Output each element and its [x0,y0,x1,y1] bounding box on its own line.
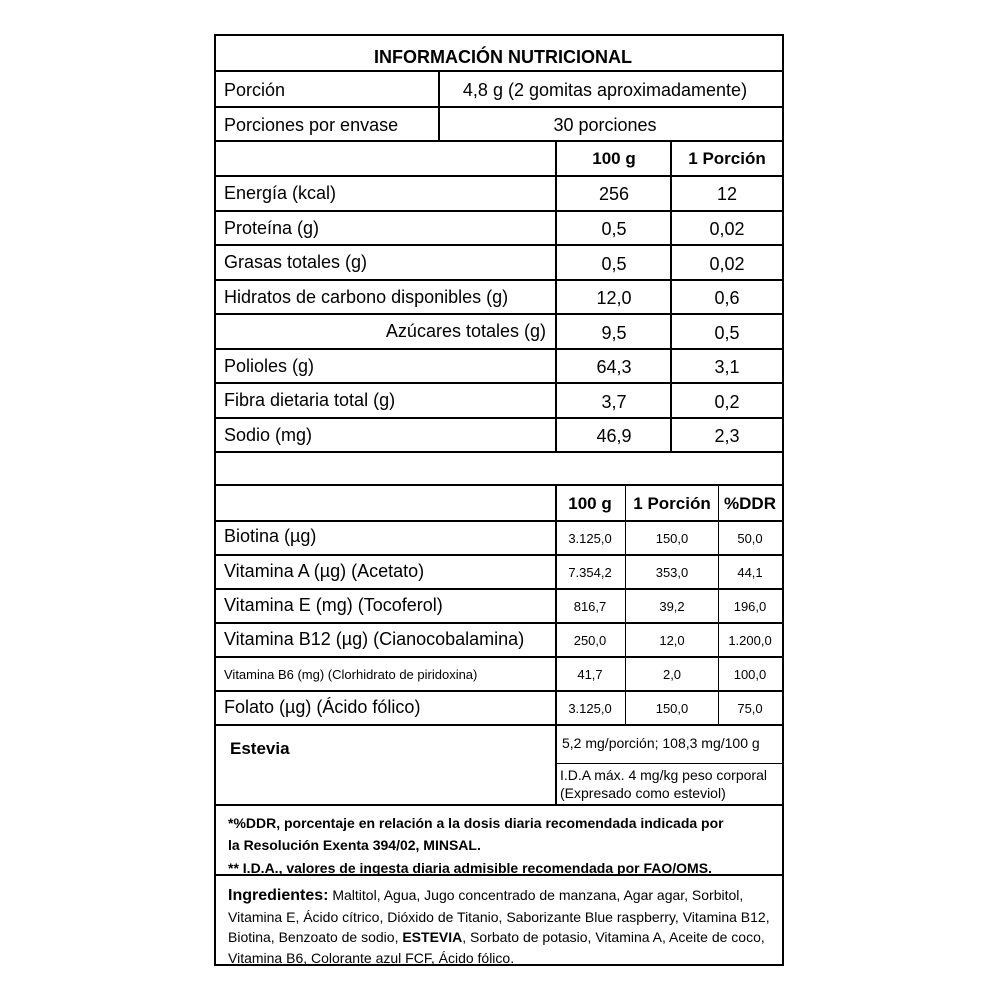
divider [216,724,782,726]
nutrient-name: Grasas totales (g) [224,252,368,272]
servings-value: 30 porciones [553,115,657,135]
nutrient-value-100g: 0,5 [601,254,627,274]
vitamin-value-ddr: 1.200,0 [728,633,772,648]
divider [216,70,782,72]
divider [216,520,782,522]
vitamin-value-portion: 2,0 [662,667,682,682]
vitamin-name: Vitamina A (µg) (Acetato) [224,561,425,581]
column-divider [555,486,557,806]
vitamin-value-100g: 816,7 [573,599,607,614]
divider [216,690,782,692]
vitamin-value-100g: 3.125,0 [568,701,612,716]
column-divider [718,486,719,726]
divider [216,175,782,177]
vitamin-value-ddr: 100,0 [733,667,767,682]
nutrient-value-portion: 0,02 [709,219,745,239]
column-divider [555,142,557,452]
header-100g: 100 g [592,149,636,168]
nutrient-name: Energía (kcal) [224,183,337,203]
nutrient-value-100g: 256 [598,184,630,204]
vitamin-value-100g: 7.354,2 [568,565,612,580]
ingredients-label: Ingredientes: [228,887,329,904]
divider [216,484,782,486]
nutrient-value-100g: 3,7 [601,392,627,412]
vit-header-portion: 1 Porción [633,494,711,513]
nutrient-value-portion: 0,2 [714,392,740,412]
ida-note: ** I.D.A., valores de ingesta diaria admisible recomendada por FAO/OMS. [228,859,712,876]
header-portion: 1 Porción [688,149,766,168]
vitamin-value-ddr: 75,0 [737,701,763,716]
divider [216,106,782,108]
nutrition-facts-label [214,34,784,966]
divider [216,417,782,419]
nutrient-value-portion: 0,5 [714,323,740,343]
vitamin-value-100g: 3.125,0 [568,531,612,546]
vitamin-name: Biotina (µg) [224,526,317,546]
divider [216,382,782,384]
portion-label: Porción [224,80,286,100]
vitamin-value-portion: 12,0 [659,633,685,648]
vitamin-value-100g: 41,7 [577,667,603,682]
nutrient-name: Fibra dietaria total (g) [224,390,396,410]
divider [216,244,782,246]
stevia-ida-line2: (Expresado como esteviol) [560,785,726,801]
vitamin-name: Vitamina E (mg) (Tocoferol) [224,595,443,615]
ddr-note-line2: la Resolución Exenta 394/02, MINSAL. [228,837,481,854]
nutrient-value-100g: 9,5 [601,323,627,343]
divider [216,140,782,142]
vitamin-value-portion: 353,0 [655,565,689,580]
nutrient-value-portion: 3,1 [714,357,740,377]
ingredients-highlight: ESTEVIA [402,929,463,946]
vit-header-ddr: %DDR [724,494,776,513]
stevia-ida-line1: I.D.A máx. 4 mg/kg peso corporal [560,767,767,783]
vitamin-value-portion: 150,0 [655,531,689,546]
divider [216,656,782,658]
nutrient-name: Proteína (g) [224,218,320,238]
divider [216,348,782,350]
divider [216,622,782,624]
column-divider [625,486,626,726]
nutrient-name: Polioles (g) [224,356,315,376]
divider [216,279,782,281]
stevia-label: Estevia [230,739,290,758]
divider [557,763,782,764]
label-title: INFORMACIÓN NUTRICIONAL [374,47,632,67]
divider [216,210,782,212]
divider [216,451,782,453]
vit-header-100g: 100 g [568,494,612,513]
ingredients-text: Maltitol, Agua, Jugo concentrado de manzana, Agar agar, Sorbitol, Vitamina E, Ácido cítrico, Dióxido de Titanio, Saborizante Blue raspberry, Vitamina B12, Biotina, Benzoato de sodio, [228,887,770,946]
divider [216,313,782,315]
vitamin-value-ddr: 196,0 [733,599,767,614]
footnotes [228,812,776,879]
column-divider [670,142,672,452]
divider [216,554,782,556]
nutrient-value-100g: 12,0 [596,288,632,308]
divider [216,588,782,590]
nutrient-name: Sodio (mg) [224,425,313,445]
vitamin-value-portion: 39,2 [659,599,685,614]
nutrient-value-100g: 64,3 [596,357,632,377]
nutrient-value-100g: 46,9 [596,426,632,446]
nutrient-name-sub: Azúcares totales (g) [385,321,546,341]
vitamin-name: Folato (µg) (Ácido fólico) [224,697,421,717]
ingredients [228,884,780,968]
nutrient-value-portion: 0,6 [714,288,740,308]
ingredients-text-end: , Sorbato de potasio, Vitamina A, Aceite de coco, Vitamina B6, Colorante azul FCF, Ácido fólico. [228,929,765,966]
vitamin-name: Vitamina B12 (µg) (Cianocobalamina) [224,629,525,649]
stevia-amount: 5,2 mg/porción; 108,3 mg/100 g [562,735,760,751]
nutrient-value-portion: 0,02 [709,254,745,274]
portion-value: 4,8 g (2 gomitas aproximadamente) [462,80,748,100]
vitamin-name: Vitamina B6 (mg) (Clorhidrato de piridoxina) [224,667,478,682]
nutrient-name: Hidratos de carbono disponibles (g) [224,287,509,307]
vitamin-value-ddr: 50,0 [737,531,763,546]
vitamin-value-ddr: 44,1 [737,565,763,580]
vitamin-value-portion: 150,0 [655,701,689,716]
column-divider [438,72,440,142]
vitamin-value-100g: 250,0 [573,633,607,648]
servings-label: Porciones por envase [224,115,399,135]
nutrient-value-portion: 12 [716,184,738,204]
ddr-note-line1: *%DDR, porcentaje en relación a la dosis diaria recomendada indicada por [228,815,724,831]
nutrient-value-portion: 2,3 [714,426,740,446]
divider [216,804,782,806]
nutrient-value-100g: 0,5 [601,219,627,239]
